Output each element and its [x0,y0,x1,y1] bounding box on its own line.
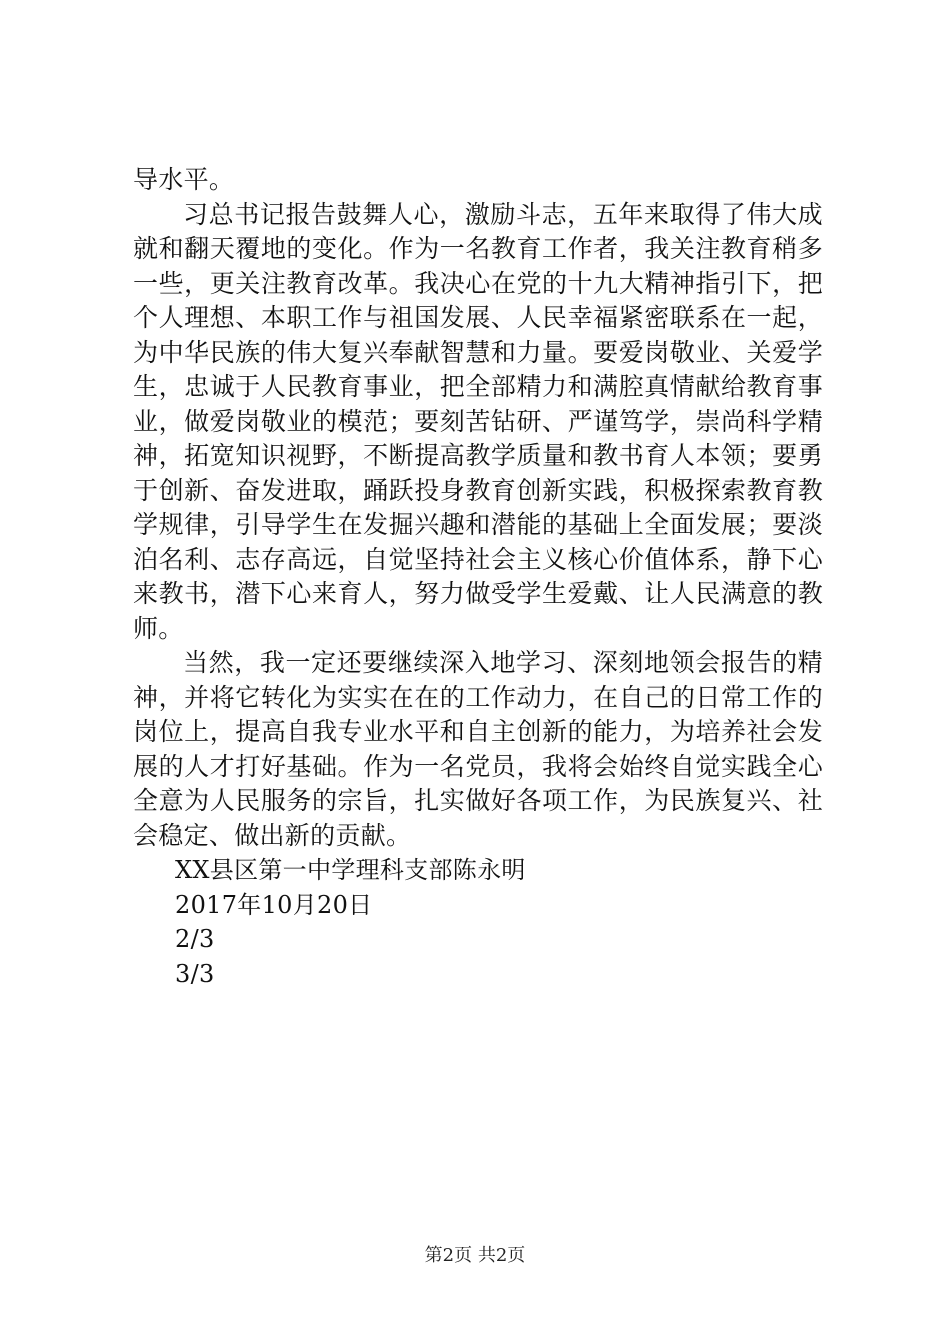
date-line: 2017年10月20日 [175,890,373,919]
page-mark-3of3: 3/3 [175,959,215,988]
signature-line: XX县区第一中学理科支部陈永明 [175,856,526,884]
paragraph-report-reflection: 习总书记报告鼓舞人心，激励斗志，五年来取得了伟大成就和翻天覆地的变化。作为一名教育工作者，我关注教育稍多一些，更关注教育改革。我决心在党的十九大精神指引下，把个人理想、本职工作与祖国发展、人民幸福紧密联系在一起，为中华民族的伟大复兴奉献智慧和力量。要爱岗敬业、关爱学生，忠诚于人民教育事业，把全部精力和满腔真情献给教育事业，做爱岗敬业的模范；要刻苦钻研、严谨笃学，崇尚科学精神，拓宽知识视野，不断提高教学质量和教书育人本领；要勇于创新、奋发进取，踊跃投身教育创新实践，积极探索教育教学规律，引导学生在发掘兴趣和潜能的基础上全面发展；要淡泊名利、志存高远，自觉坚持社会主义核心价值体系，静下心来教书，潜下心来育人，努力做受学生爱戴、让人民满意的教师。 [133,199,823,643]
page-mark-2of3: 2/3 [175,925,215,953]
document-body [133,163,823,991]
paragraph-continuation: 导水平。 [133,165,235,194]
page-footer: 第2页 共2页 [424,1245,526,1266]
paragraph-commitment: 当然，我一定还要继续深入地学习、深刻地领会报告的精神，并将它转化为实实在在的工作动力，在自己的日常工作的岗位上，提高自我专业水平和自主创新的能力，为培养社会发展的人才打好基础。作为一名党员，我将会始终自觉实践全心全意为人民服务的宗旨，扎实做好各项工作，为民族复兴、社会稳定、做出新的贡献。 [133,648,823,850]
